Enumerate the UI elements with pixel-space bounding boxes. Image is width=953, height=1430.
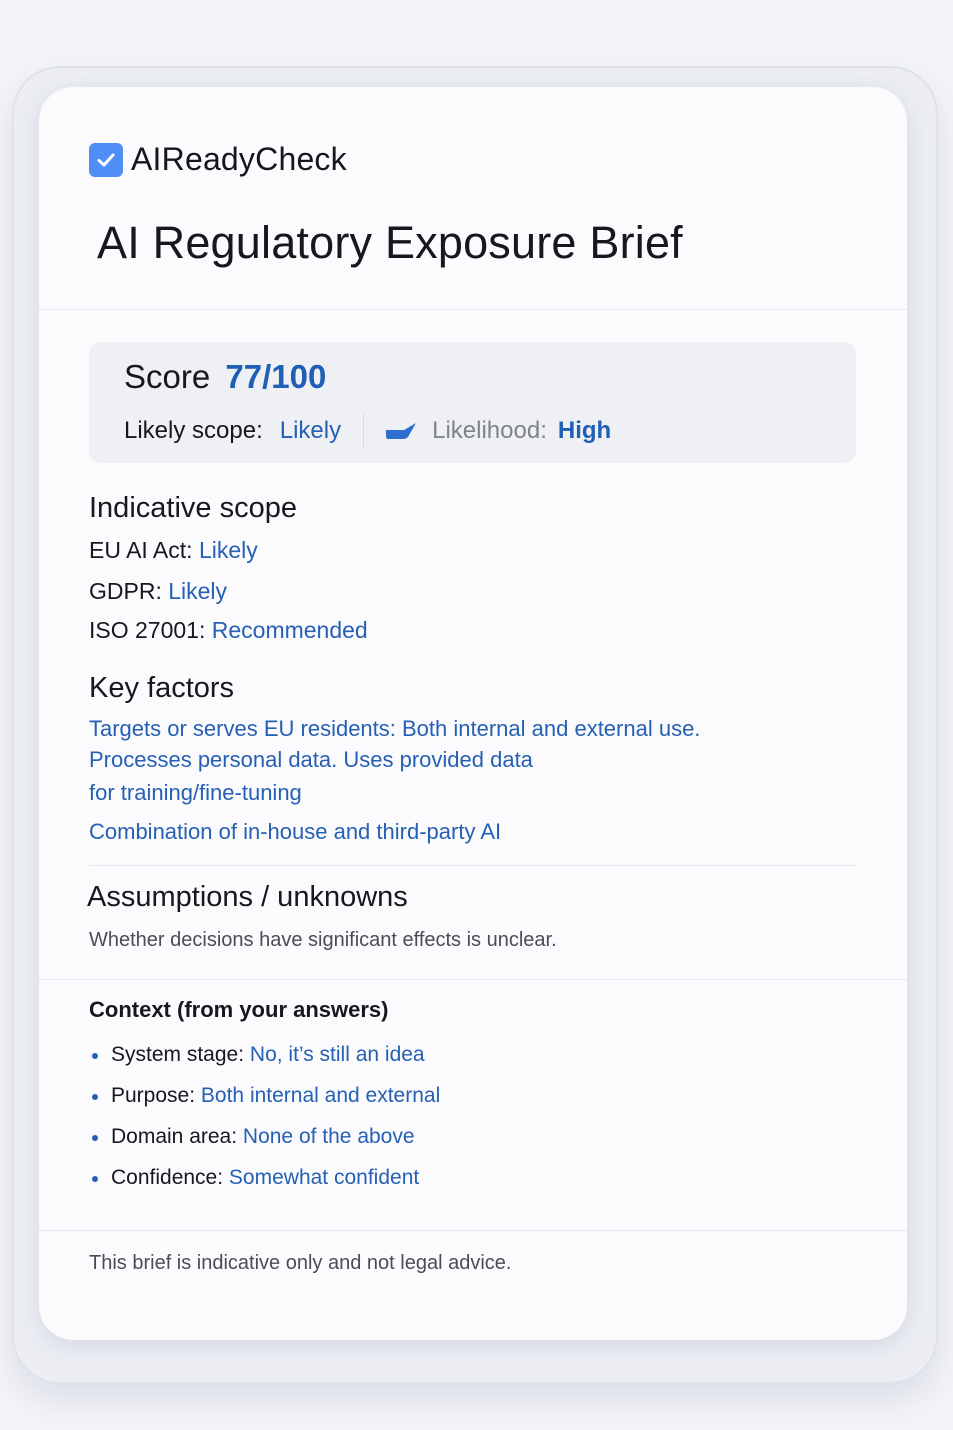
vertical-divider [363, 414, 364, 448]
check-mark-icon [384, 421, 418, 441]
checkbox-icon [89, 143, 123, 177]
assumptions-title: Assumptions / unknowns [87, 881, 408, 913]
likelihood-label: Likelihood: [432, 417, 547, 444]
context-item-label: Confidence: [111, 1166, 224, 1189]
score-label: Score [124, 358, 211, 395]
assumptions-text: Whether decisions have significant effects is unclear. [89, 929, 557, 951]
context-item-purpose [89, 1084, 440, 1125]
brand-name: AIReadyCheck [131, 141, 347, 177]
scope-row [124, 414, 611, 448]
scope-item-label: GDPR: [89, 578, 162, 604]
scope-item-eu-ai-act [89, 537, 258, 564]
scope-item-label: EU AI Act: [89, 537, 193, 563]
key-factor-line: Combination of in-house and third-party AI [89, 819, 502, 844]
scope-item-value: Recommended [211, 617, 368, 643]
context-item-confidence [89, 1166, 440, 1207]
score-line [124, 358, 326, 396]
context-title: Context (from your answers) [89, 997, 389, 1022]
footer-divider [39, 1230, 907, 1231]
key-factor-line: Processes personal data. Uses provided data [89, 747, 533, 772]
section-divider [89, 865, 857, 866]
context-item-domain-area [89, 1125, 440, 1166]
check-mark-glyph [384, 421, 418, 441]
key-factors-title: Key factors [89, 672, 235, 704]
scope-item-iso-27001 [89, 617, 368, 644]
scope-label: Likely scope: [124, 417, 263, 444]
header-divider [39, 309, 907, 310]
context-item-label: System stage: [111, 1043, 245, 1066]
context-item-system-stage [89, 1043, 440, 1084]
context-item-value: No, it’s still an idea [249, 1043, 425, 1066]
key-factor-line: Targets or serves EU residents: Both internal and external use. [89, 716, 701, 741]
scope-item-value: Likely [168, 578, 228, 604]
bullet-icon [92, 1135, 98, 1141]
indicative-scope-title: Indicative scope [89, 492, 297, 524]
context-item-label: Purpose: [111, 1084, 196, 1107]
context-divider [39, 979, 907, 980]
context-item-value: None of the above [242, 1125, 415, 1148]
scope-item-label: ISO 27001: [89, 617, 206, 643]
score-value: 77/100 [225, 358, 327, 395]
key-factor-line: for training/fine-tuning [89, 780, 302, 805]
scope-item-gdpr [89, 578, 227, 605]
brand-header [89, 141, 347, 178]
context-item-value: Somewhat confident [228, 1166, 420, 1189]
context-item-value: Both internal and external [200, 1084, 441, 1107]
scope-value: Likely [279, 417, 342, 444]
brief-card [39, 87, 907, 1340]
score-panel [89, 342, 856, 463]
check-glyph [95, 149, 117, 171]
context-item-label: Domain area: [111, 1125, 238, 1148]
page-title: AI Regulatory Exposure Brief [97, 217, 683, 268]
context-list [89, 1043, 440, 1207]
bullet-icon [92, 1053, 98, 1059]
disclaimer-text: This brief is indicative only and not legal advice. [89, 1252, 512, 1274]
scope-item-value: Likely [198, 537, 258, 563]
bullet-icon [92, 1094, 98, 1100]
bullet-icon [92, 1176, 98, 1182]
likelihood-value: High [557, 417, 612, 444]
